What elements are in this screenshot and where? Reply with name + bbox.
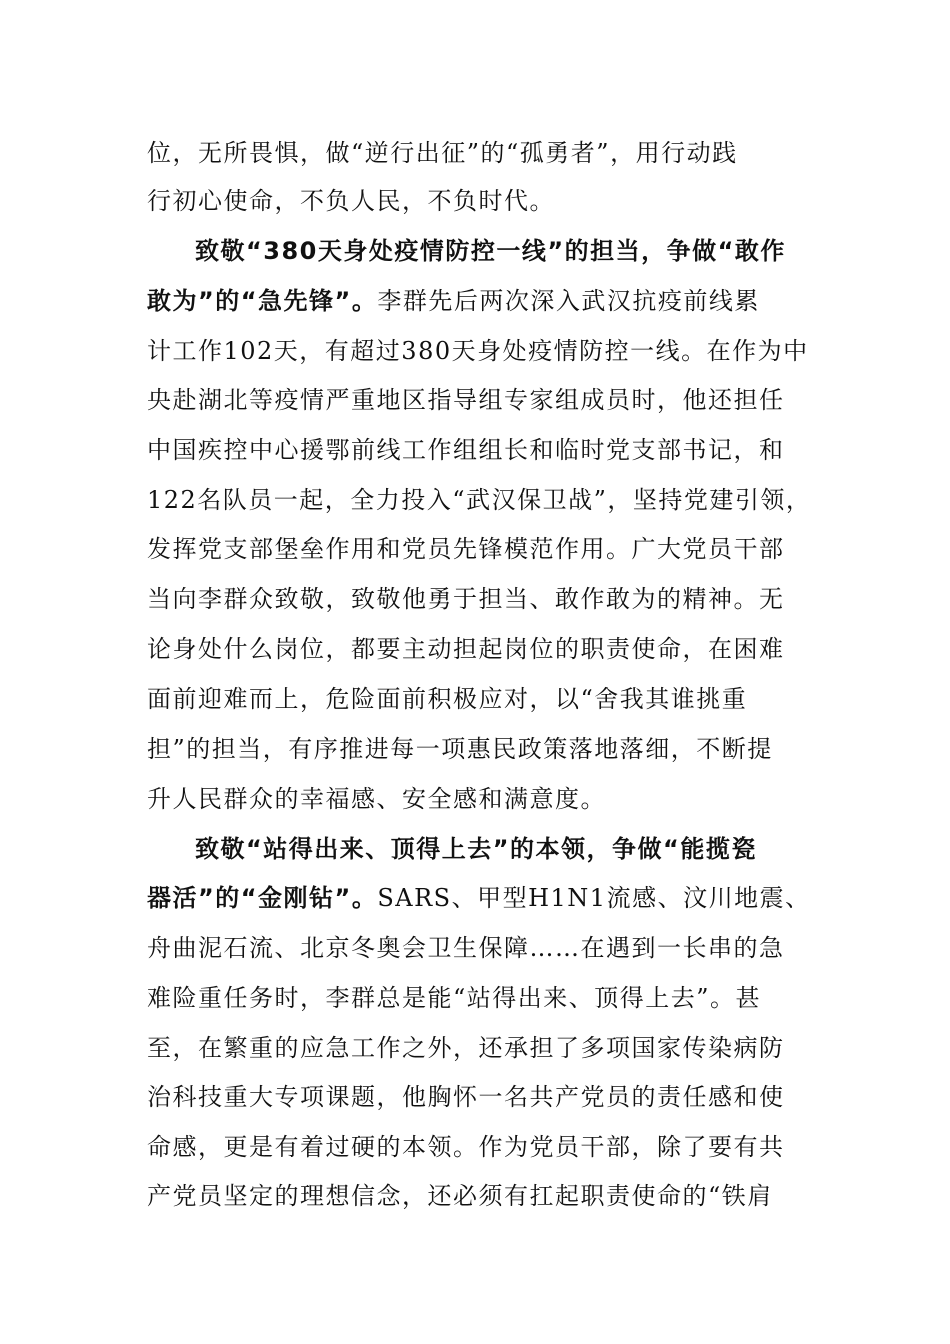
text-run: 产党员坚定的理想信念，还必须有扛起职责使命的“铁肩 bbox=[147, 1182, 773, 1210]
text-line bbox=[147, 1180, 773, 1212]
text-line bbox=[147, 783, 606, 815]
text-line bbox=[147, 533, 785, 565]
text-line bbox=[147, 285, 760, 317]
text-line bbox=[147, 932, 785, 964]
text-run: SARS、甲型H1N1流感、汶川地震、 bbox=[377, 884, 811, 912]
text-line bbox=[147, 1081, 785, 1113]
text-run: 122名队员一起，全力投入“武汉保卫战”，坚持党建引领， bbox=[147, 486, 812, 514]
text-line bbox=[147, 384, 785, 416]
text-run: 治科技重大专项课题，他胸怀一名共产党员的责任感和使 bbox=[147, 1083, 785, 1111]
text-line bbox=[147, 733, 773, 765]
text-line bbox=[147, 137, 738, 169]
text-run: 中国疾控中心援鄂前线工作组组长和临时党支部书记，和 bbox=[147, 436, 785, 464]
text-line bbox=[147, 882, 811, 914]
bold-text-run: 致敬“380天身处疫情防控一线”的担当，争做“敢作 bbox=[195, 237, 786, 265]
bold-text-run: 致敬“站得出来、顶得上去”的本领，争做“能揽瓷 bbox=[195, 835, 757, 863]
text-run: 位，无所畏惧，做“逆行出征”的“孤勇者”，用行动践 bbox=[147, 139, 738, 167]
text-line bbox=[147, 683, 747, 715]
text-run: 至，在繁重的应急工作之外，还承担了多项国家传染病防 bbox=[147, 1034, 785, 1062]
text-run: 发挥党支部堡垒作用和党员先锋模范作用。广大党员干部 bbox=[147, 535, 785, 563]
bold-text-run: 敢为”的“急先锋”。 bbox=[147, 287, 378, 315]
bold-text-run: 器活”的“金刚钻”。 bbox=[147, 884, 378, 912]
text-line bbox=[147, 1131, 785, 1163]
text-line bbox=[147, 583, 785, 615]
text-run: 央赴湖北等疫情严重地区指导组专家组成员时，他还担任 bbox=[147, 386, 785, 414]
paragraph-heading-line bbox=[195, 235, 786, 267]
text-line bbox=[147, 484, 811, 516]
text-run: 面前迎难而上，危险面前积极应对，以“舍我其谁挑重 bbox=[147, 685, 748, 713]
text-run: 难险重任务时，李群总是能“站得出来、顶得上去”。甚 bbox=[147, 984, 762, 1012]
text-run: 计工作102天，有超过380天身处疫情防控一线。在作为中 bbox=[147, 337, 809, 365]
text-run: 李群先后两次深入武汉抗疫前线累 bbox=[377, 287, 760, 315]
text-run: 论身处什么岗位，都要主动担起岗位的职责使命，在困难 bbox=[147, 635, 785, 663]
text-run: 当向李群众致敬，致敬他勇于担当、敢作敢为的精神。无 bbox=[147, 585, 785, 613]
text-line bbox=[147, 434, 785, 466]
text-line bbox=[147, 185, 555, 217]
text-line bbox=[147, 335, 809, 367]
text-run: 担”的担当，有序推进每一项惠民政策落地落细，不断提 bbox=[147, 735, 773, 763]
text-run: 舟曲泥石流、北京冬奥会卫生保障……在遇到一长串的急 bbox=[147, 934, 785, 962]
text-run: 升人民群众的幸福感、安全感和满意度。 bbox=[147, 785, 606, 813]
text-run: 命感，更是有着过硬的本领。作为党员干部，除了要有共 bbox=[147, 1133, 785, 1161]
text-line bbox=[147, 633, 785, 665]
text-run: 行初心使命，不负人民，不负时代。 bbox=[147, 187, 555, 215]
paragraph-heading-line bbox=[195, 833, 757, 865]
text-line bbox=[147, 1032, 785, 1064]
text-line bbox=[147, 982, 761, 1014]
